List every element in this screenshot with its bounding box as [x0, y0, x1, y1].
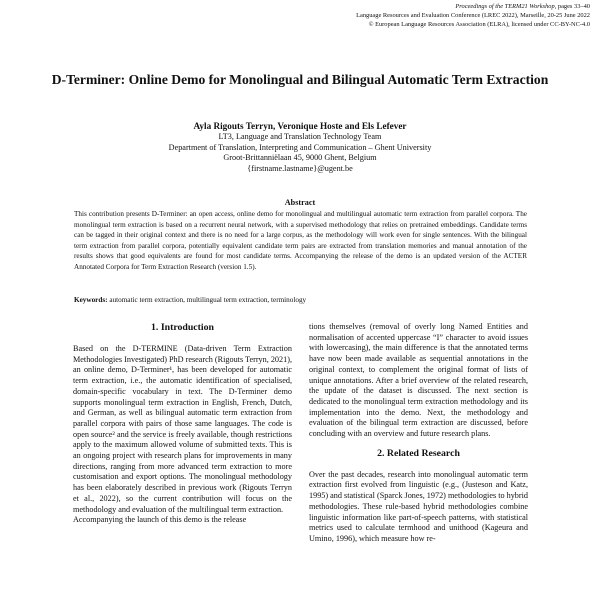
intro-paragraph-cont: tions themselves (removal of overly long Named Entities and normalisation of accented uppercase “I” character to avoid issues with lowercasing), the main difference is that the annotated terms have now been made available as sequential annotations in the original context, to complement the original format of lists of unique annotations. After a brief overview of the related research, the update of the dataset is discussed. The next section is dedicated to the monolingual term extraction methodology and its implementation into the demo. Next, the methodology and evaluation of the bilingual term extraction are discussed, before concluding with an overview and future research plans.	[309, 322, 528, 439]
header-line-1	[190, 2, 590, 11]
related-research-paragraph: Over the past decades, research into monolingual automatic term extraction first evolved from linguistic (e.g., (Justeson and Katz, 1995) and statistical (Sparck Jones, 1972) methodologies to hybrid methodologies. These rule-based hybrid methodologies combine linguistic information like part-of-speech patterns, with statistical metrics used to calculate termhood and unithood (Kageura and Umino, 1996), which measure how re-	[309, 469, 528, 543]
intro-paragraph: Based on the D-TERMINE (Data-driven Term Extraction Methodologies Investigated) PhD research (Rigouts Terryn, 2021), an online demo, D-Terminer¹, has been developed for automatic term extraction, i.e., the automatic identification of specialised, domain-specific vocabulary in text. The D-Terminer demo supports monolingual term extraction in English, French, Dutch, and German, as well as bilingual automatic term extraction from parallel corpora with pairs of those same languages. The code is open source² and the service is freely available, though restrictions apply to the maximum allowed volume of submitted texts. This is an ongoing project with research plans for improvements in many directions, ranging from more advanced term extraction to more customisation and export options. The monolingual methodology has been elaborately described in previous work (Rigouts Terryn et al., 2022), so the current contribution will focus on the methodology and evaluation of the multilingual term extraction.	[73, 344, 292, 514]
abstract-heading: Abstract	[284, 198, 316, 207]
affiliation-3: Groot-Brittanniëlaan 45, 9000 Ghent, Belgium	[223, 153, 377, 163]
proceedings-name: Proceedings of the TERM21 Workshop	[455, 3, 555, 10]
keywords-text: automatic term extraction, multilingual term extraction, terminology	[107, 296, 307, 304]
affiliation-1: LT3, Language and Translation Technology Team	[218, 132, 382, 141]
paper-title: D-Terminer: Online Demo for Monolingual and Bilingual Automatic Term Extraction	[51, 72, 549, 87]
left-column	[73, 322, 292, 526]
author-email: {firstname.lastname}@ugent.be	[247, 163, 353, 173]
intro-continued: Accompanying the launch of this demo is the release	[73, 515, 247, 525]
author-block	[60, 120, 540, 174]
right-column	[309, 322, 528, 545]
keywords-label: Keywords:	[74, 296, 108, 304]
header-line-2: Language Resources and Evaluation Conference (LREC 2022), Marseille, 20-25 June 2022	[356, 12, 590, 19]
page-range: , pages 33–40	[554, 3, 590, 10]
author-names: Ayla Rigouts Terryn, Veronique Hoste and Els Lefever	[193, 121, 407, 131]
intro-heading: 1. Introduction	[151, 322, 214, 333]
keywords	[74, 295, 527, 305]
related-research-heading: 2. Related Research	[377, 447, 460, 459]
affiliation-2: Department of Translation, Interpreting and Communication – Ghent University	[168, 142, 432, 152]
abstract-text: This contribution presents D-Terminer: an open access, online demo for monolingual and multilingual automatic term extraction from parallel corpora. The monolingual term extraction is based on a recurrent neural network, with a supervised methodology that relies on pretrained embeddings. Candidate terms can be tagged in their original context and there is no need for a large corpus, as the methodology will work even for single sentences. With the bilingual term extraction from parallel corpora, potentially equivalent candidate term pairs are extracted from translation memories and manual annotation of the results shows that good equivalents are found for most candidate terms. Accompanying the release of the demo is an updated version of the ACTER Annotated Corpora for Term Extraction Research (version 1.5).	[74, 210, 527, 271]
header-line-3: © European Language Resources Association (ELRA), licensed under CC-BY-NC-4.0	[368, 21, 590, 28]
running-header	[190, 2, 590, 29]
